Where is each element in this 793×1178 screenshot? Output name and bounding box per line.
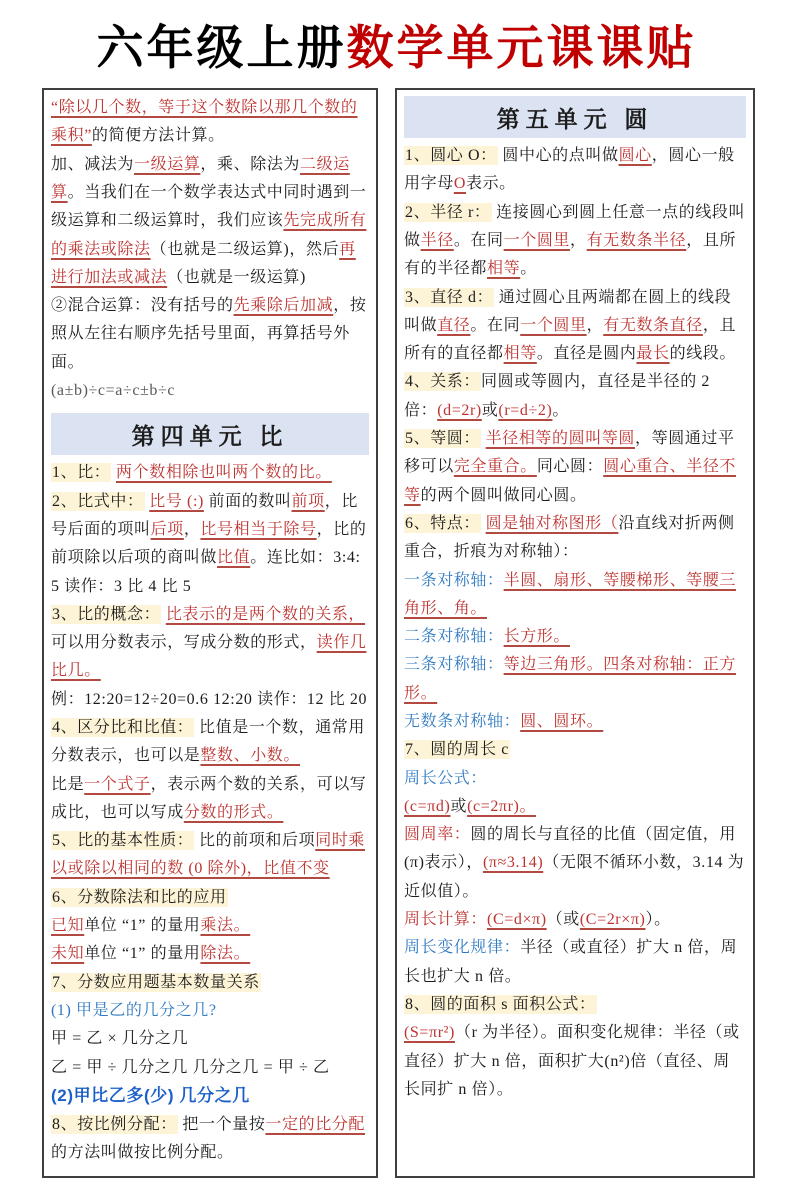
text-segment: 等边三角形。四条对称轴：正方形。 bbox=[404, 656, 737, 702]
text-segment: 二条对称轴： bbox=[404, 628, 504, 646]
text-segment: 整数、小数。 bbox=[200, 747, 301, 765]
circumference-item bbox=[404, 736, 746, 764]
text-segment: (C=d×π) bbox=[487, 911, 547, 929]
text-segment: 分数的形式。 bbox=[183, 803, 284, 821]
case1-question-line bbox=[51, 997, 369, 1025]
text-segment: 三条对称轴： bbox=[404, 656, 504, 674]
text-segment: (c=2πr)。 bbox=[467, 797, 537, 815]
text-segment: 无数条对称轴： bbox=[404, 712, 521, 730]
text-segment: （也就是一级运算) bbox=[167, 268, 306, 286]
two-axes-line bbox=[404, 623, 746, 651]
mixed-operation-paragraph bbox=[51, 292, 369, 377]
page-title-grade: 六年级上册 bbox=[96, 23, 347, 75]
text-segment: 。在同 bbox=[470, 316, 521, 334]
text-segment: 例：12:20=12÷20=0.6 12:20 读作：12 比 20 bbox=[51, 690, 368, 708]
text-segment: 比值是一个数，通常用分数表示，也可以是 bbox=[51, 718, 366, 765]
text-segment: ， bbox=[570, 231, 587, 249]
text-segment: (a±b)÷c=a÷c±b÷c bbox=[51, 382, 176, 400]
symmetry-feature-item bbox=[404, 510, 746, 567]
text-segment: O bbox=[453, 175, 466, 193]
text-segment: 。在同 bbox=[453, 231, 504, 249]
text-segment: 。直径是圆内 bbox=[536, 345, 637, 363]
text-segment: 7、分数应用题基本数量关系 bbox=[52, 973, 260, 991]
case2-question-line bbox=[51, 1082, 369, 1111]
text-segment: 一个圆里 bbox=[503, 231, 571, 249]
unknown-unit-line bbox=[51, 940, 369, 968]
text-segment: ，且所有的直径都 bbox=[404, 316, 737, 363]
ratio-concept-item bbox=[51, 601, 369, 686]
relation-item bbox=[404, 368, 746, 425]
text-segment: “除以几个数，等于这个数除以那几个数的乘积” bbox=[51, 99, 358, 145]
ratio-definition-item bbox=[51, 459, 369, 487]
text-segment: 一个圆里 bbox=[520, 316, 587, 334]
text-segment: 4、区分比和比值： bbox=[52, 718, 194, 736]
text-segment: 有无数条半径 bbox=[586, 231, 687, 249]
pi-definition-line bbox=[404, 821, 746, 906]
text-segment: 7、圆的周长 c bbox=[405, 741, 509, 759]
text-segment: (c=πd) bbox=[404, 797, 451, 815]
text-segment: ，圆心一般用字母 bbox=[404, 147, 735, 193]
text-segment: (S=πr²) bbox=[404, 1024, 455, 1042]
simplify-rule-paragraph bbox=[51, 94, 369, 151]
text-segment: 或 bbox=[450, 797, 468, 815]
ratio-vs-value-item bbox=[51, 714, 369, 771]
page-title-subject: 数学单元课课贴 bbox=[346, 23, 697, 75]
text-segment: ， bbox=[586, 316, 604, 334]
text-segment: 6、特点： bbox=[405, 514, 481, 532]
area-formula-line bbox=[404, 1019, 746, 1104]
text-segment: 直径 bbox=[437, 316, 471, 334]
text-segment: 未知 bbox=[51, 945, 85, 963]
ratio-is-expression-line bbox=[51, 771, 369, 828]
circumference-formula-label-line bbox=[404, 765, 746, 793]
text-segment: 比值 bbox=[217, 549, 251, 567]
text-segment: 相等 bbox=[503, 345, 537, 363]
text-segment: 半圆、扇形、等腰梯形、等腰三角形、角。 bbox=[404, 571, 737, 617]
text-segment: 可以用分数表示，写成分数的形式， bbox=[51, 634, 317, 652]
text-segment: 相等 bbox=[487, 260, 521, 278]
text-segment: 的线段。 bbox=[669, 345, 737, 363]
section-header-unit5-circle: 第五单元 圆 bbox=[404, 96, 746, 138]
text-segment: 沿直线对折两侧重合，折痕为对称轴）： bbox=[404, 514, 735, 561]
text-segment: 。 bbox=[552, 401, 570, 419]
text-segment: (d=2r) bbox=[437, 401, 482, 419]
text-segment: 半径 bbox=[420, 231, 454, 249]
fraction-division-application-item bbox=[51, 884, 369, 912]
text-segment: 比表示的是两个数的关系， bbox=[165, 605, 366, 623]
text-segment: 周长计算： bbox=[404, 911, 488, 929]
text-segment: 比是 bbox=[51, 775, 85, 793]
text-segment: 2、半径 r： bbox=[405, 203, 491, 221]
text-segment: 周长公式： bbox=[404, 769, 488, 787]
circumference-change-rule-line bbox=[404, 934, 746, 991]
known-unit-line bbox=[51, 912, 369, 940]
page-title bbox=[0, 0, 793, 76]
text-segment: 同圆或等圆内，直径是半径的 2 倍： bbox=[404, 373, 711, 419]
text-segment: 先完成所有的乘法或除法 bbox=[51, 212, 367, 258]
text-segment: 的简便方法计算。 bbox=[91, 127, 225, 145]
text-segment: (π≈3.14) bbox=[482, 854, 544, 872]
operation-levels-paragraph bbox=[51, 151, 369, 292]
text-segment: 6、分数除法和比的应用 bbox=[52, 888, 227, 906]
text-segment: 圆心重合、半径不等 bbox=[404, 458, 737, 504]
text-segment: 乘法。 bbox=[200, 917, 251, 935]
text-segment: 除法。 bbox=[200, 945, 251, 963]
formula-yi-line bbox=[51, 1054, 369, 1082]
ratio-basic-property-item bbox=[51, 827, 369, 884]
text-segment: 有无数条直径 bbox=[603, 316, 703, 334]
text-segment: 比的前项和后项 bbox=[194, 832, 316, 850]
infinite-axes-line bbox=[404, 708, 746, 736]
text-segment: 。连比如：3:4:5 读作：3 比 4 比 5 bbox=[51, 549, 361, 595]
text-segment: 的方法叫做按比例分配。 bbox=[51, 1144, 234, 1162]
text-segment: 。 bbox=[520, 260, 537, 278]
text-segment: 半径（或直径）扩大 n 倍，周长也扩大 n 倍。 bbox=[404, 939, 738, 985]
text-segment: ②混合运算：没有括号的 bbox=[51, 297, 234, 315]
text-segment: ）。 bbox=[645, 911, 671, 929]
text-segment: 8、按比例分配： bbox=[52, 1116, 177, 1134]
text-segment: (r=d÷2) bbox=[498, 401, 553, 419]
text-segment: （r 为半径）。面积变化规律：半径（或直径）扩大 n 倍，面积扩大(n²)倍（直径、周长同扩 n 倍）。 bbox=[404, 1024, 740, 1098]
text-segment: 5、等圆： bbox=[405, 430, 481, 448]
text-segment: 把一个量按 bbox=[177, 1116, 266, 1134]
text-segment: （无限不循环小数，3.14 为近似值）。 bbox=[404, 854, 745, 900]
text-segment: 一级运算 bbox=[134, 155, 201, 173]
text-segment: 甲 = 乙 × 几分之几 bbox=[51, 1030, 189, 1048]
text-segment: 再进行加法或减法 bbox=[51, 240, 356, 286]
text-segment: ，且所有的半径都 bbox=[404, 231, 737, 278]
text-segment: 一定的比分配 bbox=[265, 1116, 366, 1134]
three-axes-line bbox=[404, 651, 746, 708]
text-segment: 8、圆的面积 s 面积公式： bbox=[405, 995, 596, 1013]
ratio-example-line bbox=[51, 686, 369, 714]
text-segment: 一条对称轴： bbox=[404, 571, 504, 589]
unit4-ratio-notes bbox=[51, 459, 369, 1167]
text-segment: 半径相等的圆叫等圆 bbox=[485, 430, 636, 448]
text-segment: 圆是轴对称图形（ bbox=[485, 514, 619, 532]
text-segment: ，按照从左往右顺序先括号里面，再算括号外面。 bbox=[51, 297, 367, 371]
text-segment: ，乘、除法为 bbox=[200, 155, 301, 173]
area-formula-item bbox=[404, 991, 746, 1019]
text-segment: 读作几比几。 bbox=[51, 634, 367, 680]
mixed-operations-intro-section bbox=[51, 94, 369, 405]
text-segment: 最长 bbox=[636, 345, 670, 363]
text-segment: 已知 bbox=[51, 917, 85, 935]
text-segment: ，表示两个数的关系，可以写成比，也可以写成 bbox=[51, 775, 367, 821]
text-segment: 单位 “1” 的量用 bbox=[84, 945, 201, 963]
text-segment: 二级运算 bbox=[51, 155, 350, 201]
two-column-layout bbox=[42, 88, 755, 1178]
text-segment: 通过圆心且两端都在圆上的线段叫做 bbox=[404, 288, 732, 334]
text-segment: 2、比式中： bbox=[52, 492, 144, 510]
unit5-circle-notes bbox=[404, 142, 746, 1104]
circumference-calculation-line bbox=[404, 906, 746, 934]
text-segment: 前面的数叫 bbox=[203, 492, 292, 510]
section-header-unit4-ratio: 第四单元 比 bbox=[51, 413, 369, 455]
text-segment: (C=2r×π) bbox=[579, 911, 646, 929]
text-segment: 加、减法为 bbox=[51, 155, 135, 173]
text-segment: 或 bbox=[481, 401, 499, 419]
text-segment: 5、比的基本性质： bbox=[52, 832, 194, 850]
text-segment: (2)甲比乙多(少) 几分之几 bbox=[51, 1085, 250, 1105]
text-segment: 3、直径 d： bbox=[405, 288, 494, 306]
radius-item bbox=[404, 199, 746, 284]
equal-circles-item bbox=[404, 425, 746, 510]
one-axis-line bbox=[404, 567, 746, 624]
text-segment: 单位 “1” 的量用 bbox=[84, 917, 201, 935]
text-segment: 4、关系： bbox=[405, 373, 481, 391]
text-segment: 比号 (:) bbox=[149, 492, 204, 510]
text-segment: （或 bbox=[546, 911, 580, 929]
text-segment: （也就是二级运算)，然后 bbox=[150, 240, 340, 258]
proportional-distribution-item bbox=[51, 1111, 369, 1168]
text-segment: ，比的前项除以后项的商叫做 bbox=[51, 520, 367, 567]
text-segment: ，比号后面的项叫 bbox=[51, 492, 358, 538]
text-segment: 完全重合。 bbox=[453, 458, 537, 476]
text-segment: 圆的周长与直径的比值（固定值，用(π)表示）， bbox=[404, 826, 737, 872]
right-column bbox=[395, 88, 755, 1178]
text-segment: 前项 bbox=[291, 492, 325, 510]
text-segment: 长方形。 bbox=[503, 628, 571, 646]
text-segment: 。当我们在一个数学表达式中同时遇到一级运算和二级运算时，我们应该 bbox=[51, 183, 367, 230]
distributive-formula bbox=[51, 377, 369, 405]
text-segment: 的两个圆叫做同心圆。 bbox=[420, 486, 587, 504]
text-segment: ，等圆通过平移可以 bbox=[404, 430, 735, 476]
ratio-terms-item bbox=[51, 488, 369, 601]
text-segment: 圆、圆环。 bbox=[520, 712, 604, 730]
text-segment: 一个式子 bbox=[84, 775, 151, 793]
formula-jia-line bbox=[51, 1025, 369, 1053]
text-segment: 1、比： bbox=[52, 464, 111, 482]
diameter-item bbox=[404, 284, 746, 369]
text-segment: 1、圆心 O： bbox=[405, 147, 497, 165]
text-segment: 两个数相除也叫两个数的比。 bbox=[116, 464, 332, 482]
fraction-word-problem-item bbox=[51, 969, 369, 997]
text-segment: (1) 甲是乙的几分之几? bbox=[51, 1001, 217, 1019]
text-segment: 同心圆： bbox=[536, 458, 604, 476]
text-segment: 周长变化规律： bbox=[404, 939, 521, 957]
text-segment: 圆心 bbox=[618, 147, 652, 165]
text-segment: 后项 bbox=[150, 520, 184, 538]
text-segment: 乙 = 甲 ÷ 几分之几 几分之几 = 甲 ÷ 乙 bbox=[51, 1058, 330, 1076]
circle-center-item bbox=[404, 142, 746, 199]
text-segment: 圆中心的点叫做 bbox=[497, 147, 619, 165]
text-segment: 3、比的概念： bbox=[52, 605, 161, 623]
text-segment: 比号相当于除号 bbox=[200, 520, 317, 538]
text-segment: 圆周率： bbox=[404, 826, 471, 844]
text-segment: ， bbox=[183, 520, 201, 538]
left-column bbox=[42, 88, 378, 1178]
text-segment: 同时乘以或除以相同的数 (0 除外)，比值不变 bbox=[51, 832, 366, 878]
text-segment: 表示。 bbox=[465, 175, 516, 193]
text-segment: 连接圆心到圆上任意一点的线段叫做 bbox=[404, 203, 746, 249]
text-segment: 先乘除后加减 bbox=[233, 297, 334, 315]
circumference-formula-line bbox=[404, 793, 746, 821]
